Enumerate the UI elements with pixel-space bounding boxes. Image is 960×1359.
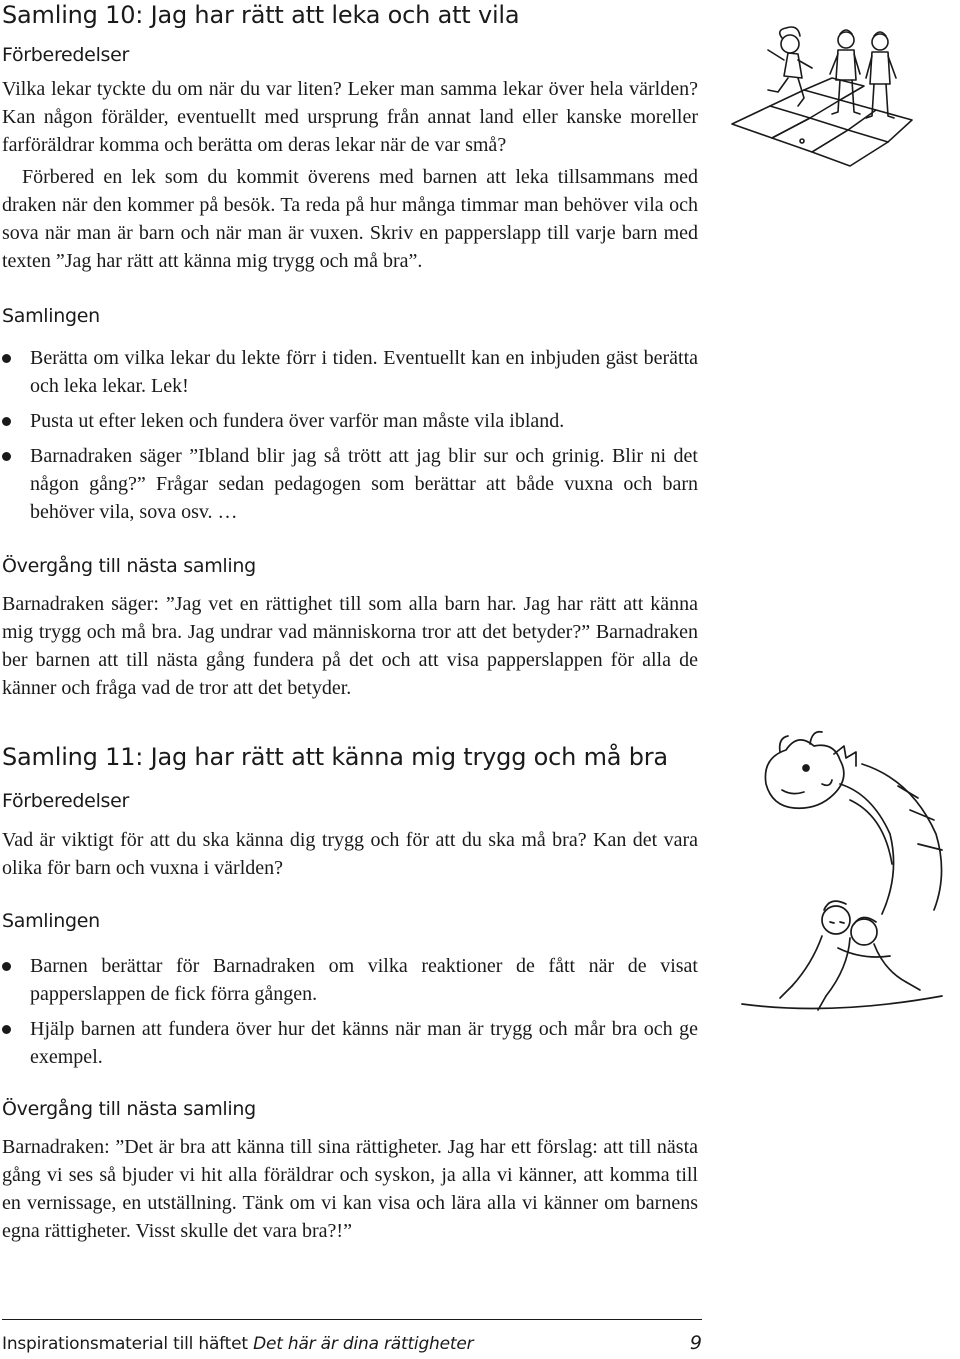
session-11-title: Samling 11: Jag har rätt att känna mig trygg och må bra (2, 743, 668, 771)
list-item (2, 1015, 698, 1071)
footer-text (2, 1333, 473, 1355)
list-item-text: Hjälp barnen att fundera över hur det känns när man är trygg och mår bra och ge exempel. (30, 1018, 698, 1068)
list-item-text: Barnen berättar för Barnadraken om vilka reaktioner de fått när de visat papperslappen de fick förra gången. (30, 955, 698, 1005)
session-11-prep-heading: Förberedelser (2, 790, 130, 812)
list-item (2, 442, 698, 526)
page-number: 9 (689, 1332, 702, 1354)
bullet-icon (2, 1025, 11, 1034)
session-10-prep-paragraph-1: Vilka lekar tyckte du om när du var liten? Leker man samma lekar över hela världen? Kan någon förälder, eventuellt med ursprung från annat land eller kanske moreller farföräldrar komma och berätta om deras lekar när de var små? (2, 78, 698, 156)
session-10-transition-paragraph: Barnadraken säger: ”Jag vet en rättighet till som alla barn har. Jag har rätt att känna mig trygg och må bra. Jag undrar vad människorna tror att det betyder?” Barnadraken ber barnen att till nästa gång fundera på det och att visa papperslappen för alla de känner och fråga vad de tror att det betyder. (2, 593, 698, 699)
list-item (2, 952, 698, 1008)
bullet-icon (2, 354, 11, 363)
footer-booklet-title: Det här är dina rättigheter (253, 1334, 474, 1354)
session-11-transition-paragraph: Barnadraken: ”Det är bra att känna till sina rättigheter. Jag har ett förslag: att till nästa gång vi ses så bjuder vi hit alla föräldrar och syskon, ja alla vi känner, att komma till en vernissage, en utställning. Tänk om vi kan visa och lära alla vi känner om barnens egna rättigheter. Visst skulle det vara bra?!” (2, 1136, 698, 1242)
list-item-text: Barnadraken säger ”Ibland blir jag så trött att jag blir sur och grinig. Blir ni det någon gång?” Frågar sedan pedagogen som berättar att både vuxna och barn behöver vila, sova osv. … (30, 445, 698, 523)
session-11-prep-paragraph: Vad är viktigt för att du ska känna dig trygg och för att du ska må bra? Kan det vara olika för barn och vuxna i världen? (2, 829, 698, 879)
list-item (2, 344, 698, 400)
session-11-transition-heading: Övergång till nästa samling (2, 1098, 256, 1120)
session-11-session-heading: Samlingen (2, 910, 100, 932)
list-item-text: Berätta om vilka lekar du lekte förr i tiden. Eventuellt kan en inbjuden gäst berätta och leka lekar. Lek! (30, 347, 698, 397)
session-10-session-heading: Samlingen (2, 305, 100, 327)
session-10-prep-paragraph-2: Förbered en lek som du kommit överens med barnen att leka tillsammans med draken när den kommer på besök. Ta reda på hur många timmar man behöver vila och sova när man är barn och när man är vuxen. Skriv en papperslapp till varje barn med texten ”Jag har rätt att känna mig trygg och må bra”. (2, 166, 698, 272)
children-playing-hopscotch-illustration (728, 20, 954, 180)
bullet-icon (2, 962, 11, 971)
dragon-with-sleeping-children-illustration (722, 724, 958, 1016)
session-11-bullet-list (2, 952, 698, 1078)
footer-divider (2, 1319, 702, 1320)
list-item (2, 407, 698, 435)
bullet-icon (2, 452, 11, 461)
bullet-icon (2, 417, 11, 426)
list-item-text: Pusta ut efter leken och fundera över varför man måste vila ibland. (30, 410, 565, 432)
session-10-prep-heading: Förberedelser (2, 44, 130, 66)
session-10-bullet-list (2, 344, 698, 533)
footer-prefix: Inspirationsmaterial till häftet (2, 1334, 254, 1354)
session-10-transition-heading: Övergång till nästa samling (2, 555, 256, 577)
session-10-title: Samling 10: Jag har rätt att leka och att vila (2, 1, 520, 29)
